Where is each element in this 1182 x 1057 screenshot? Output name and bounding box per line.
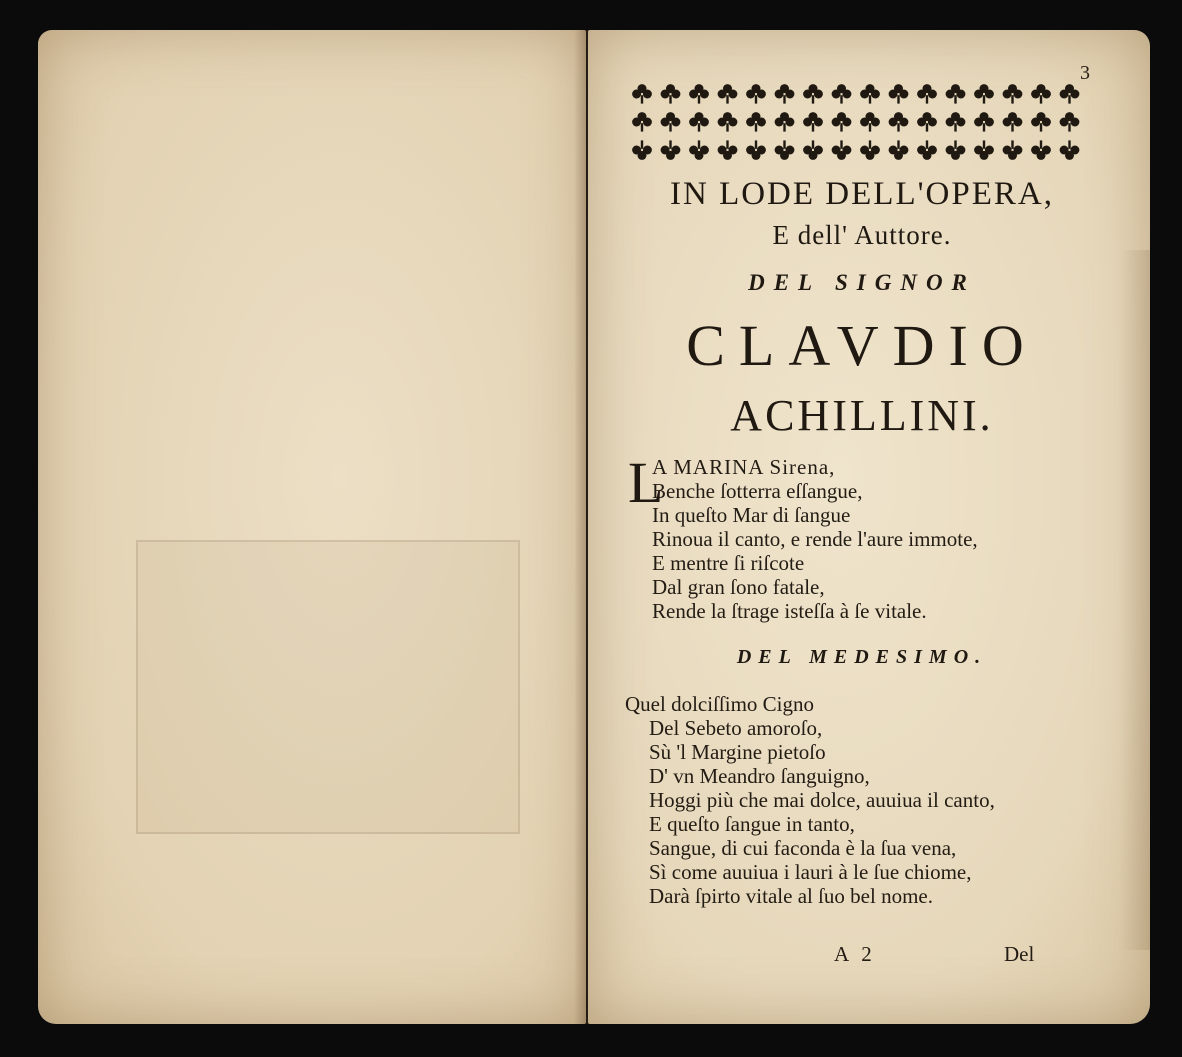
catchword: Del xyxy=(1004,942,1035,966)
fleuron-glyph xyxy=(1003,140,1023,160)
fleuron-glyph xyxy=(1031,112,1051,132)
poem-line: Sù 'l Margine pietoſo xyxy=(649,740,826,764)
fleuron-glyph xyxy=(889,112,909,132)
fleuron-glyph xyxy=(718,140,738,160)
poem-line: Darà ſpirto vitale al ſuo bel nome. xyxy=(649,884,933,908)
fleuron-glyph xyxy=(661,112,681,132)
fleuron-glyph xyxy=(974,112,994,132)
fleuron-glyph xyxy=(832,84,852,104)
show-through-engraving xyxy=(136,540,520,834)
fleuron-glyph xyxy=(1060,112,1080,132)
author-surname: ACHILLINI. xyxy=(730,391,994,440)
fleuron-glyph xyxy=(632,140,652,160)
fleuron-glyph xyxy=(889,140,909,160)
author-prefix: DEL SIGNOR xyxy=(748,270,976,295)
fleuron-glyph xyxy=(832,140,852,160)
fleuron-glyph xyxy=(746,140,766,160)
poem-line: Benche ſotterra eſſangue, xyxy=(652,479,863,503)
fleuron-glyph xyxy=(803,140,823,160)
fleuron-glyph xyxy=(718,112,738,132)
fleuron-glyph xyxy=(746,84,766,104)
left-page-verso xyxy=(38,30,586,1024)
fleuron-glyph xyxy=(946,84,966,104)
fleuron-glyph xyxy=(661,84,681,104)
fleuron-glyph xyxy=(974,84,994,104)
fleuron-glyph xyxy=(803,84,823,104)
fleuron-glyph xyxy=(946,140,966,160)
poem-line: D' vn Meandro ſanguigno, xyxy=(649,764,870,788)
section-heading: DEL MEDESIMO. xyxy=(736,646,988,668)
madrigal-2 xyxy=(625,692,995,908)
fleuron-headpiece-ornament xyxy=(628,82,1088,162)
fleuron-glyph xyxy=(1031,140,1051,160)
fleuron-glyph xyxy=(889,84,909,104)
fleuron-glyph xyxy=(1060,84,1080,104)
right-page-recto xyxy=(588,30,1150,1024)
poem-line: Del Sebeto amoroſo, xyxy=(649,716,823,740)
open-book xyxy=(38,30,1150,1024)
fleuron-glyph xyxy=(1031,84,1051,104)
fleuron-glyph xyxy=(632,112,652,132)
fleuron-glyph xyxy=(1003,84,1023,104)
fleuron-glyph xyxy=(917,140,937,160)
fleuron-glyph xyxy=(775,140,795,160)
poem-line: E mentre ſi riſcote xyxy=(652,551,805,575)
signature-mark: A 2 xyxy=(834,942,876,966)
fleuron-glyph xyxy=(689,140,709,160)
poem-line: Hoggi più che mai dolce, auuiua il canto, xyxy=(649,788,995,812)
fleuron-glyph xyxy=(689,84,709,104)
fleuron-glyph xyxy=(1060,140,1080,160)
poem-line: Sì come auuiua i lauri à le ſue chiome, xyxy=(649,860,972,884)
poem-line: In queſto Mar di ſangue xyxy=(652,503,851,527)
fleuron-glyph xyxy=(860,84,880,104)
drop-capital: L xyxy=(628,450,664,515)
poem-line: Rinoua il canto, e rende l'aure immote, xyxy=(652,527,978,551)
fleuron-glyph xyxy=(1003,112,1023,132)
fleuron-glyph xyxy=(746,112,766,132)
poem-line: Rende la ſtrage isteſſa à ſe vitale. xyxy=(652,599,927,623)
fleuron-glyph xyxy=(718,84,738,104)
poem-line: E queſto ſangue in tanto, xyxy=(649,812,855,836)
fleuron-glyph xyxy=(917,112,937,132)
poem-line: Sangue, di cui faconda è la ſua vena, xyxy=(649,836,957,860)
fleuron-glyph xyxy=(661,140,681,160)
fleuron-glyph xyxy=(689,112,709,132)
fleuron-glyph xyxy=(775,112,795,132)
page-number: 3 xyxy=(1080,62,1090,84)
fleuron-glyph xyxy=(832,112,852,132)
title-line-1: IN LODE DELL'OPERA, xyxy=(670,176,1054,212)
fleuron-glyph xyxy=(946,112,966,132)
fleuron-glyph xyxy=(632,84,652,104)
poem-line: Quel dolciſſimo Cigno xyxy=(625,692,814,716)
madrigal-1 xyxy=(628,450,978,623)
fleuron-glyph xyxy=(917,84,937,104)
fleuron-glyph xyxy=(860,140,880,160)
fleuron-glyph xyxy=(860,112,880,132)
poem-line: A MARINA Sirena, xyxy=(652,455,836,479)
fleuron-glyph xyxy=(775,84,795,104)
author-first-name: CLAVDIO xyxy=(686,313,1038,378)
fleuron-glyph xyxy=(803,112,823,132)
poem-line: Dal gran ſono fatale, xyxy=(652,575,825,599)
fleuron-glyph xyxy=(974,140,994,160)
title-line-2: E dell' Auttore. xyxy=(772,220,952,250)
